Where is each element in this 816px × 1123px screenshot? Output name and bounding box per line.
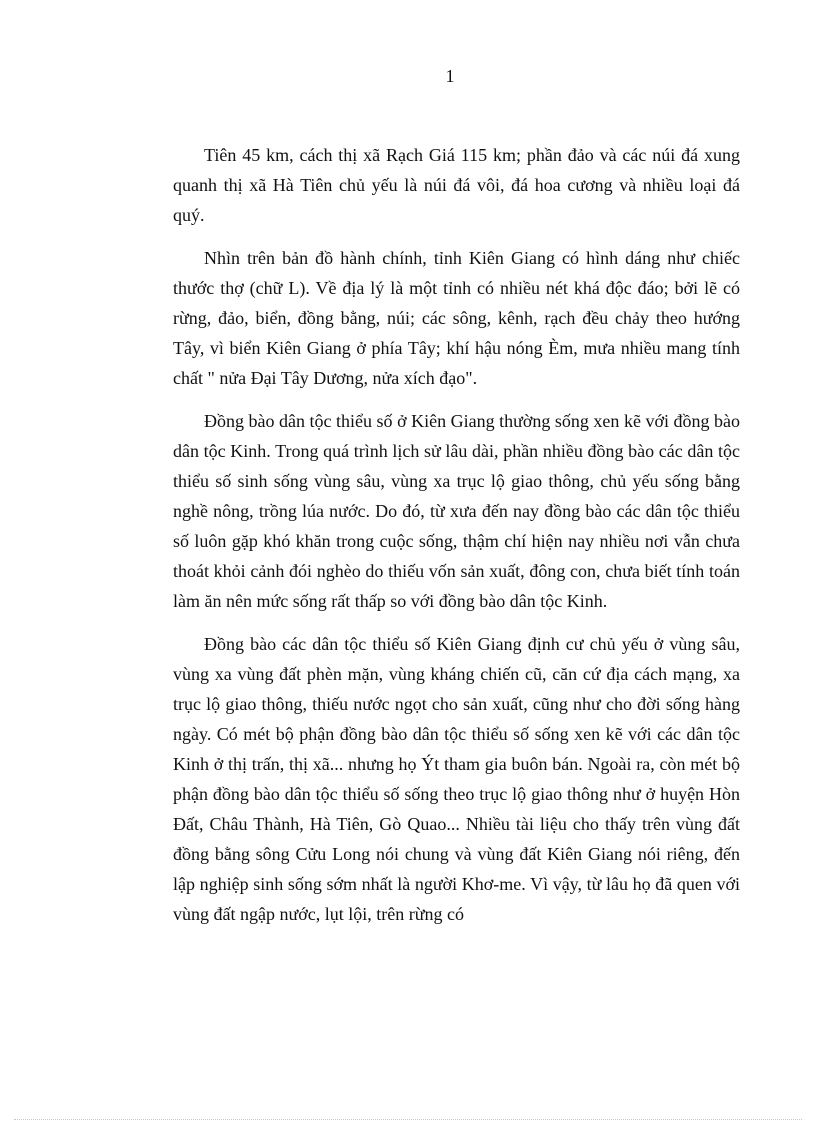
paragraph-1: Tiên 45 km, cách thị xã Rạch Giá 115 km; phần đảo và các núi đá xung quanh thị xã Hà Tiên chủ yếu là núi đá vôi, đá hoa cương và nhiều loại đá quý.: [173, 145, 740, 225]
paragraph-3: Đồng bào dân tộc thiểu số ở Kiên Giang thường sống xen kẽ với đồng bào dân tộc Kinh. Trong quá trình lịch sử lâu dài, phần nhiều đồng bào các dân tộc thiểu số sinh sống vùng sâu, vùng xa trục lộ giao thông, chủ yếu sống bằng nghề nông, trồng lúa nước. Do đó, từ xưa đến nay đồng bào các dân tộc thiểu số luôn gặp khó khăn trong cuộc sống, thậm chí hiện nay nhiều nơi vẫn chưa thoát khỏi cảnh đói nghèo do thiếu vốn sản xuất, đông con, chưa biết tính toán làm ăn nên mức sống rất thấp so với đồng bào dân tộc Kinh.: [173, 411, 740, 611]
page-number: 1: [445, 66, 455, 86]
paragraph-2: Nhìn trên bản đồ hành chính, tỉnh Kiên Giang có hình dáng như chiếc thước thợ (chữ L). Về địa lý là một tỉnh có nhiều nét khá độc đáo; bởi lẽ có rừng, đảo, biển, đồng bằng, núi; các sông, kênh, rạch đều chảy theo hướng Tây, vì biển Kiên Giang ở phía Tây; khí hậu nóng Èm, mưa nhiều mang tính chất " nửa Đại Tây Dương, nửa xích đạo".: [173, 248, 740, 388]
document-body: [173, 140, 740, 942]
paragraph-4: Đồng bào các dân tộc thiểu số Kiên Giang định cư chủ yếu ở vùng sâu, vùng xa vùng đất phèn mặn, vùng kháng chiến cũ, căn cứ địa cách mạng, xa trục lộ giao thông, thiếu nước ngọt cho sản xuất, cũng như cho đời sống hàng ngày. Có mét bộ phận đồng bào dân tộc thiểu số sống xen kẽ với các dân tộc Kinh ở thị trấn, thị xã... nhưng họ Ýt tham gia buôn bán. Ngoài ra, còn mét bộ phận đồng bào dân tộc thiểu số sống theo trục lộ giao thông như ở huyện Hòn Đất, Châu Thành, Hà Tiên, Gò Quao... Nhiều tài liệu cho thấy trên vùng đất đồng bằng sông Cửu Long nói chung và vùng đất Kiên Giang nói riêng, đến lập nghiệp sinh sống sớm nhất là người Khơ-me. Vì vậy, từ lâu họ đã quen với vùng đất ngập nước, lụt lội, trên rừng có: [173, 634, 740, 924]
page-bottom-edge: [14, 1119, 802, 1120]
